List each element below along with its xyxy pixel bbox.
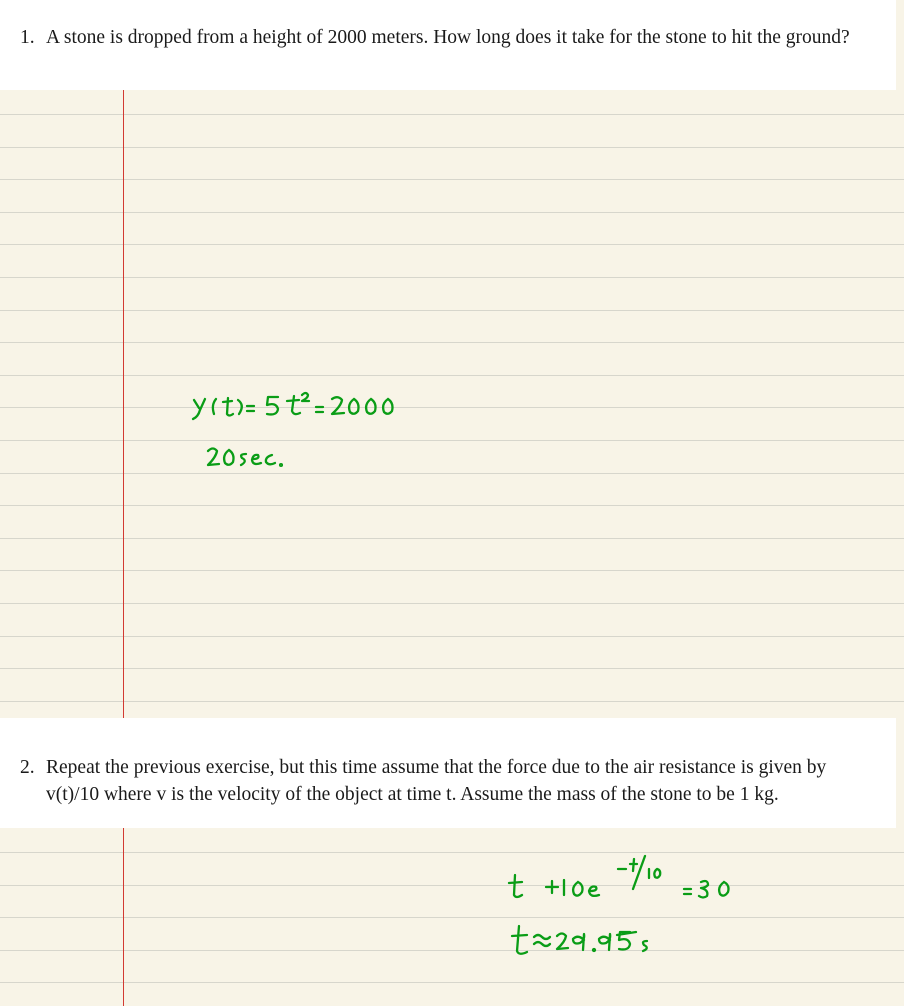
rule-line — [0, 310, 904, 311]
problem-1-text: A stone is dropped from a height of 2000 meters. How long does it take for the stone to hit the ground? — [46, 27, 850, 48]
rule-line — [0, 701, 904, 702]
rule-line — [0, 147, 904, 148]
problem-2 — [0, 718, 896, 828]
rule-line — [0, 277, 904, 278]
rule-line — [0, 505, 904, 506]
handwriting-ink — [510, 918, 710, 964]
rule-line — [0, 917, 904, 918]
rule-line — [0, 342, 904, 343]
rule-line — [0, 440, 904, 441]
lined-paper-area-2[interactable] — [0, 828, 904, 1006]
margin-line — [123, 90, 124, 718]
problem-1-number: 1. — [20, 27, 35, 48]
handwriting-ink — [204, 440, 314, 476]
problem-2-number: 2. — [20, 757, 35, 778]
problem-2-text: Repeat the previous exercise, but this time assume that the force due to the air resistance is given by v(t)/10 where v is the velocity of the object at time t. Assume the mass of the stone to be 1 kg. — [46, 757, 827, 805]
handwriting-ink — [506, 855, 766, 905]
rule-line — [0, 570, 904, 571]
rule-line — [0, 114, 904, 115]
margin-line — [123, 828, 124, 1006]
rule-line — [0, 885, 904, 886]
problem-1 — [0, 0, 896, 90]
rule-line — [0, 212, 904, 213]
rule-line — [0, 668, 904, 669]
rule-line — [0, 636, 904, 637]
rule-line — [0, 852, 904, 853]
rule-line — [0, 538, 904, 539]
rule-line — [0, 950, 904, 951]
rule-line — [0, 603, 904, 604]
rule-line — [0, 982, 904, 983]
rule-line — [0, 244, 904, 245]
handwriting-ink — [190, 386, 500, 426]
rule-line — [0, 179, 904, 180]
rule-line — [0, 375, 904, 376]
rule-line — [0, 473, 904, 474]
